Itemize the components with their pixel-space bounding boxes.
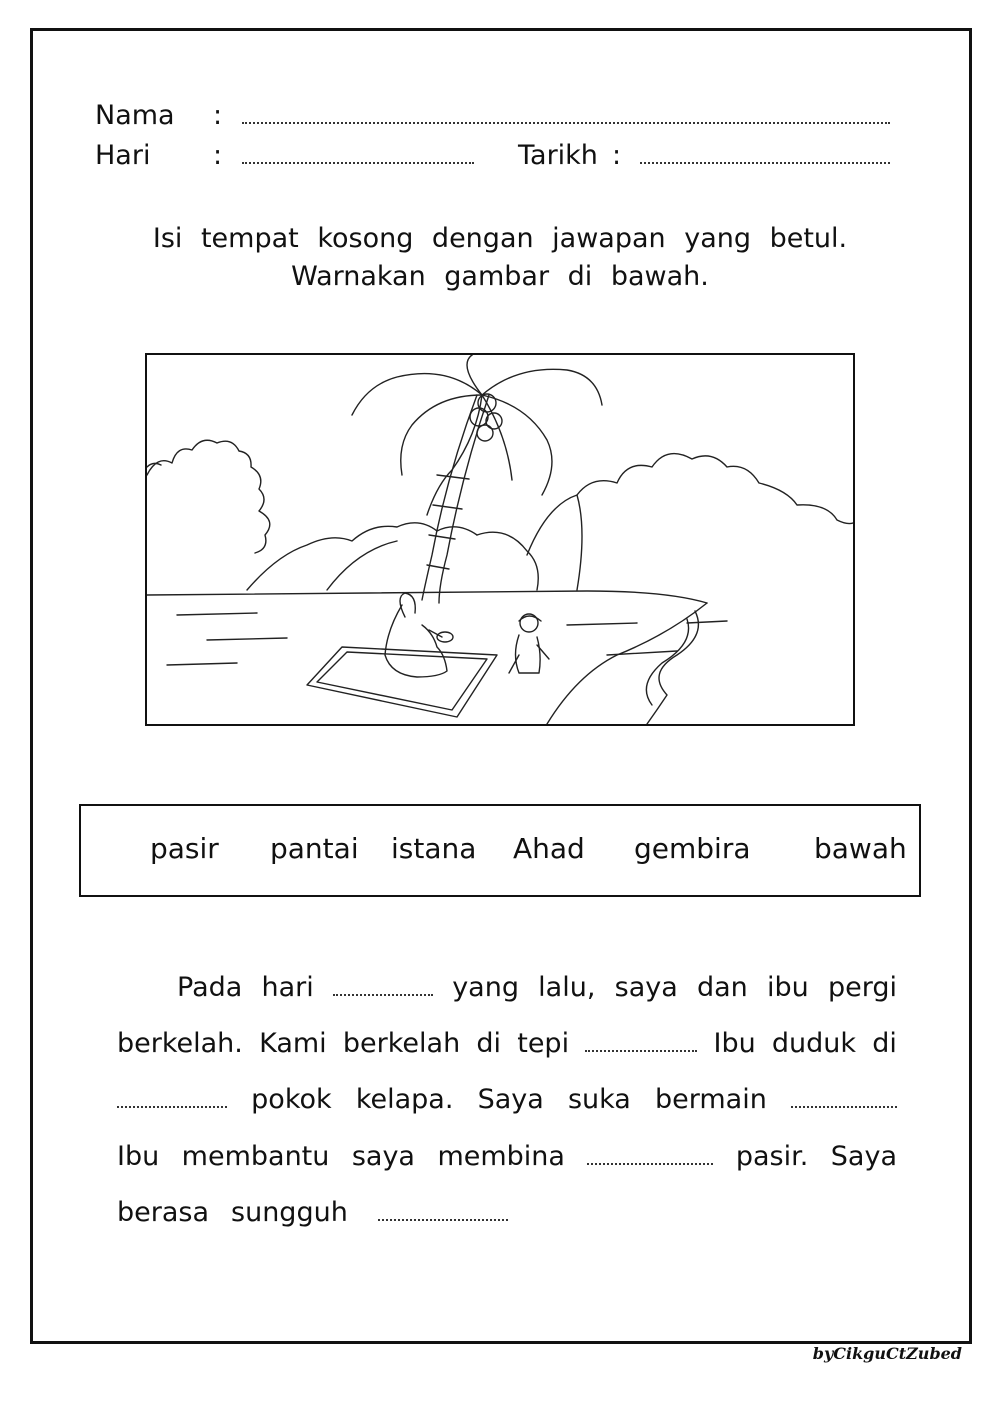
word-bank-item[interactable]: istana <box>391 832 477 865</box>
passage-word: lalu, <box>538 972 596 1003</box>
instruction-line-2: Warnakan gambar di bawah. <box>291 261 709 292</box>
name-field[interactable] <box>242 122 890 124</box>
passage-word: pasir. <box>735 1141 809 1172</box>
date-colon: : <box>612 140 622 171</box>
passage-word: membina <box>437 1141 565 1172</box>
word-bank-item[interactable]: pantai <box>270 832 359 865</box>
answer-blank[interactable] <box>117 1084 227 1108</box>
instruction-line-1: Isi tempat kosong dengan jawapan yang betul. <box>152 223 848 254</box>
passage-word: pergi <box>827 972 897 1003</box>
word-bank <box>79 804 921 897</box>
passage-line-4 <box>117 1139 897 1179</box>
passage-word: duduk <box>771 1028 857 1059</box>
day-field[interactable] <box>242 162 474 164</box>
passage-word: berkelah <box>342 1028 461 1059</box>
day-colon: : <box>213 140 223 171</box>
passage-line-2 <box>117 1026 897 1066</box>
passage-word: yang <box>452 972 519 1003</box>
passage-word: berkelah. <box>117 1028 243 1059</box>
passage-word: tepi <box>517 1028 570 1059</box>
passage-word: berasa <box>117 1197 210 1228</box>
name-colon: : <box>213 100 223 131</box>
passage-word: ibu <box>766 972 809 1003</box>
passage-word: pokok <box>251 1084 332 1115</box>
passage-word: suka <box>567 1084 631 1115</box>
passage-line-1 <box>117 970 897 1010</box>
word-bank-item[interactable]: Ahad <box>513 832 585 865</box>
passage-line-3 <box>117 1082 897 1122</box>
name-label: Nama <box>95 100 175 131</box>
passage-word: Pada <box>177 972 243 1003</box>
author-signature: byCikguCtZubed <box>812 1344 962 1363</box>
passage-word: saya <box>614 972 678 1003</box>
passage-word: di <box>872 1028 897 1059</box>
answer-blank[interactable] <box>333 972 433 996</box>
passage-word: Ibu <box>117 1141 160 1172</box>
passage-word: Saya <box>830 1141 897 1172</box>
passage-word: saya <box>351 1141 415 1172</box>
answer-blank[interactable] <box>585 1028 697 1052</box>
passage-word: hari <box>261 972 314 1003</box>
beach-coloring-illustration-icon <box>147 355 853 724</box>
passage-word: dan <box>696 972 748 1003</box>
passage-word: bermain <box>655 1084 767 1115</box>
word-bank-item[interactable]: bawah <box>814 832 907 865</box>
answer-blank[interactable] <box>378 1197 508 1221</box>
date-label: Tarikh <box>518 140 598 171</box>
passage-word: sungguh <box>231 1197 348 1228</box>
passage-word: Saya <box>477 1084 544 1115</box>
passage-line-5 <box>117 1195 897 1235</box>
day-label: Hari <box>95 140 151 171</box>
date-field[interactable] <box>640 162 890 164</box>
passage-word: Kami <box>259 1028 327 1059</box>
word-bank-item[interactable]: pasir <box>150 832 219 865</box>
word-bank-item[interactable]: gembira <box>634 832 751 865</box>
answer-blank[interactable] <box>791 1084 897 1108</box>
beach-picture <box>145 353 855 726</box>
answer-blank[interactable] <box>587 1141 713 1165</box>
passage-word: di <box>476 1028 502 1059</box>
passage-word: Ibu <box>713 1028 756 1059</box>
passage-word: kelapa. <box>355 1084 454 1115</box>
passage-word: membantu <box>181 1141 330 1172</box>
